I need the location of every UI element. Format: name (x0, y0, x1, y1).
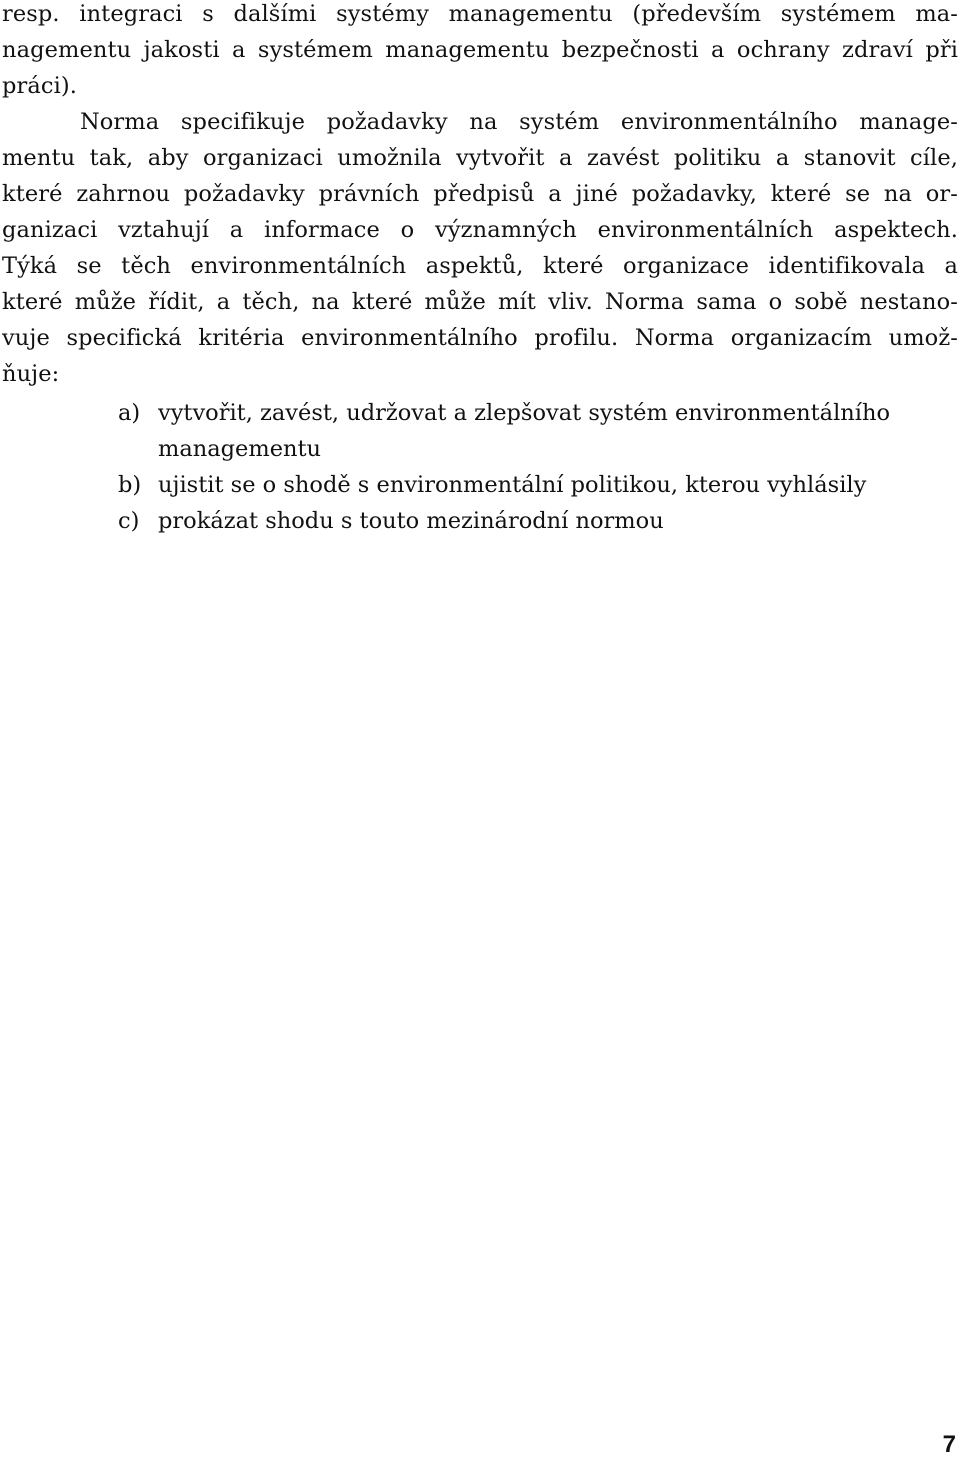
list-marker: a) (118, 400, 141, 426)
list-marker: b) (118, 472, 142, 498)
list-item (118, 503, 664, 539)
text-line: nagementu jakosti a systémem managementu bezpečnosti a ochrany zdraví při (2, 37, 958, 63)
text-line: které zahrnou požadavky právních předpisů a jiné požadavky, které se na or- (2, 181, 958, 207)
text-line: mentu tak, aby organizaci umožnila vytvořit a zavést politiku a stanovit cíle, (2, 145, 958, 171)
list-item (118, 467, 866, 503)
list-item-text: ujistit se o shodě s environmentální politikou, kterou vyhlásily (158, 472, 867, 498)
list-item-continuation: managementu (158, 436, 322, 462)
text-line: resp. integraci s dalšími systémy managementu (především systémem ma- (2, 1, 958, 27)
page-number: 7 (942, 1431, 956, 1458)
text-line: které může řídit, a těch, na které může mít vliv. Norma sama o sobě nestano- (2, 289, 958, 315)
text-line: ganizaci vztahují a informace o významných environmentálních aspektech. (2, 217, 958, 243)
text-line: Týká se těch environmentálních aspektů, které organizace identifikovala a (2, 253, 958, 279)
text-line: ňuje: (2, 361, 60, 387)
list-item-text: vytvořit, zavést, udržovat a zlepšovat systém environmentálního (158, 400, 890, 426)
text-line: práci). (2, 73, 78, 99)
list-marker: c) (118, 508, 140, 534)
text-line: vuje specifická kritéria environmentálního profilu. Norma organizacím umož- (2, 325, 958, 351)
text-line: Norma specifikuje požadavky na systém environmentálního manage- (80, 109, 958, 135)
list-item-text: prokázat shodu s touto mezinárodní normou (158, 508, 664, 534)
list-item (118, 395, 890, 431)
